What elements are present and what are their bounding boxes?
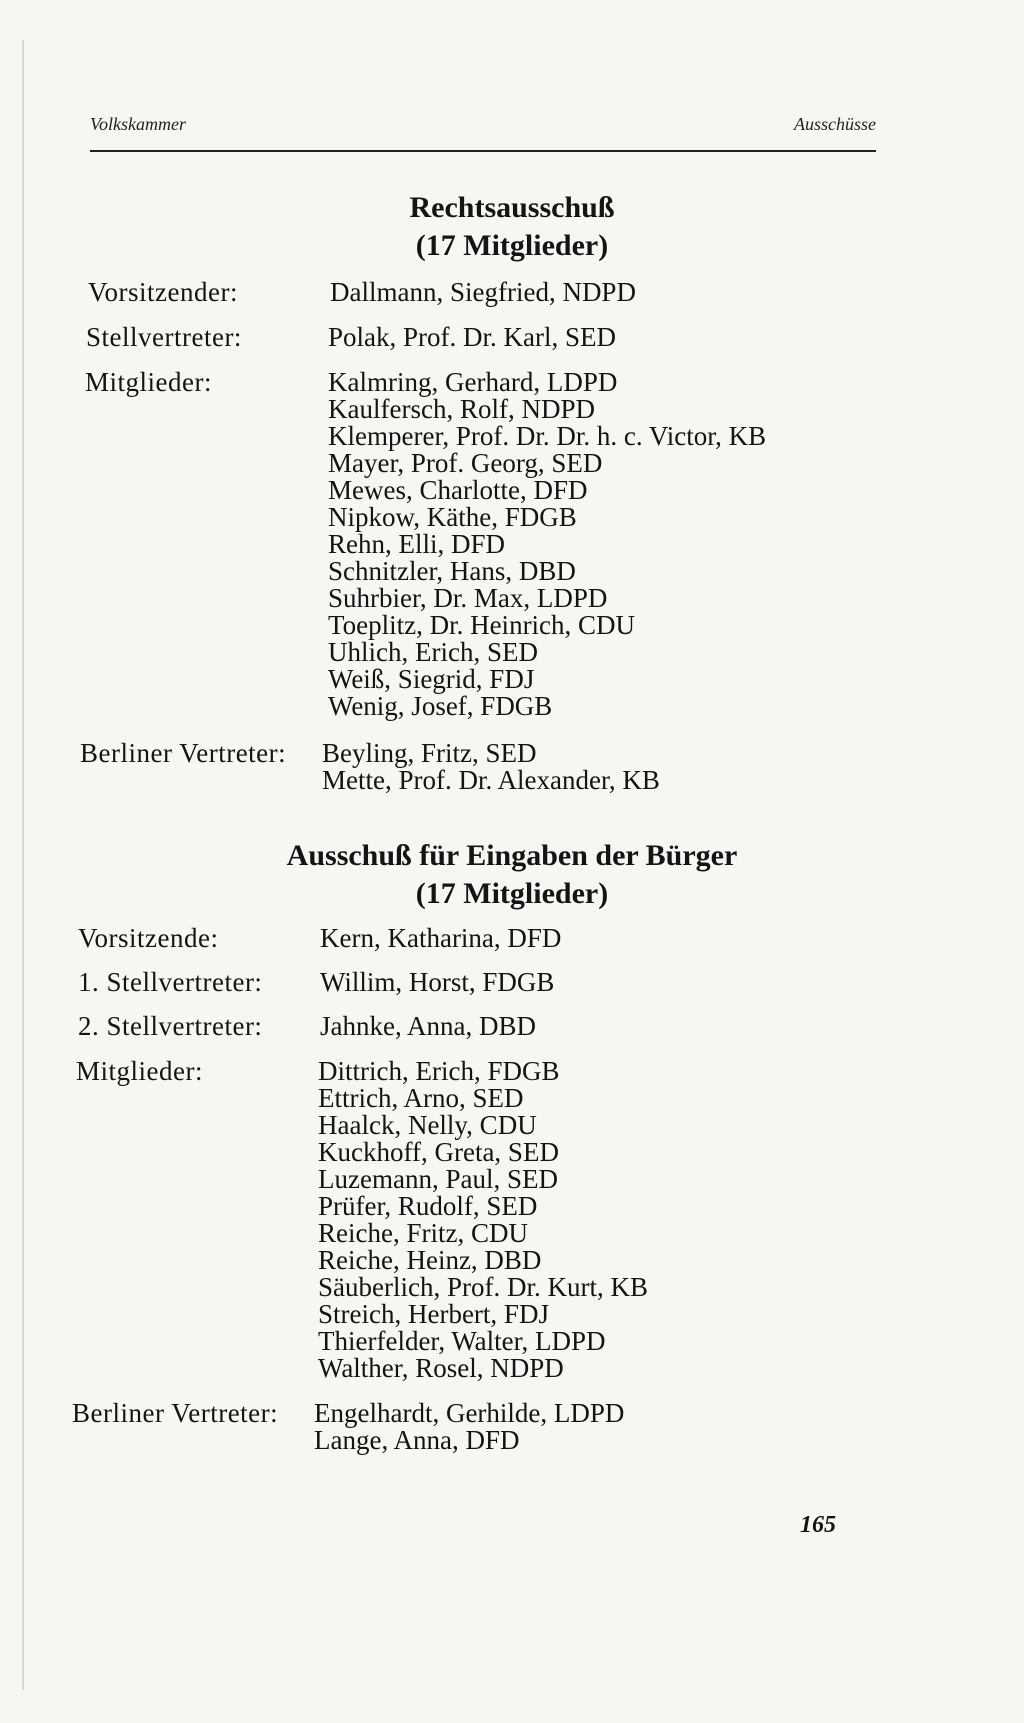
member-entry: Mewes, Charlotte, DFD	[328, 475, 588, 505]
member-entry: Nipkow, Käthe, FDGB	[328, 502, 577, 532]
member-entry: Mayer, Prof. Georg, SED	[328, 448, 603, 478]
member-entry: Klemperer, Prof. Dr. Dr. h. c. Victor, KB	[328, 421, 767, 451]
member-entry: Jahnke, Anna, DBD	[320, 1011, 536, 1041]
member-entry: Dallmann, Siegfried, NDPD	[330, 277, 636, 307]
member-entry: Kuckhoff, Greta, SED	[318, 1137, 559, 1167]
member-list	[328, 324, 616, 351]
member-entry: Dittrich, Erich, FDGB	[318, 1056, 560, 1086]
member-entry: Walther, Rosel, NDPD	[318, 1353, 564, 1383]
member-entry: Lange, Anna, DFD	[314, 1425, 520, 1455]
role-label: Vorsitzende:	[78, 923, 219, 953]
member-list	[318, 1058, 648, 1382]
member-entry: Reiche, Fritz, CDU	[318, 1218, 528, 1248]
section-title-eingaben: Ausschuß für Eingaben der Bürger	[286, 839, 738, 872]
member-entry: Beyling, Fritz, SED	[322, 738, 537, 768]
member-entry: Weiß, Siegrid, FDJ	[328, 664, 535, 694]
section-member-count: (17 Mitglieder)	[415, 229, 609, 262]
role-label: Mitglieder:	[76, 1056, 203, 1086]
member-entry: Toeplitz, Dr. Heinrich, CDU	[328, 610, 636, 640]
member-entry: Kaulfersch, Rolf, NDPD	[328, 394, 595, 424]
section-member-count: (17 Mitglieder)	[415, 877, 609, 910]
member-list	[320, 969, 554, 996]
section-title-rechtsausschuss: Rechtsausschuß	[409, 191, 615, 224]
header-rule	[90, 150, 876, 152]
running-head-left: Volkskammer	[90, 114, 186, 134]
member-entry: Ettrich, Arno, SED	[318, 1083, 524, 1113]
member-entry: Kern, Katharina, DFD	[320, 923, 562, 953]
member-entry: Streich, Herbert, FDJ	[318, 1299, 549, 1329]
member-list	[320, 925, 561, 952]
role-label: Stellvertreter:	[86, 322, 242, 352]
member-entry: Thierfelder, Walter, LDPD	[318, 1326, 606, 1356]
running-head-right: Ausschüsse	[794, 114, 876, 134]
role-label: Vorsitzender:	[88, 277, 238, 307]
role-label: Berliner Vertreter:	[80, 738, 287, 768]
member-entry: Rehn, Elli, DFD	[328, 529, 506, 559]
member-list	[322, 740, 660, 794]
member-entry: Willim, Horst, FDGB	[320, 967, 555, 997]
role-label: Berliner Vertreter:	[72, 1398, 279, 1428]
role-label: 1. Stellvertreter:	[78, 967, 263, 997]
member-entry: Kalmring, Gerhard, LDPD	[328, 367, 618, 397]
role-label: 2. Stellvertreter:	[78, 1011, 263, 1041]
member-list	[314, 1400, 624, 1454]
member-list	[320, 1013, 536, 1040]
member-list	[330, 279, 636, 306]
member-entry: Polak, Prof. Dr. Karl, SED	[328, 322, 616, 352]
member-entry: Säuberlich, Prof. Dr. Kurt, KB	[318, 1272, 648, 1302]
member-entry: Luzemann, Paul, SED	[318, 1164, 558, 1194]
member-entry: Haalck, Nelly, CDU	[318, 1110, 537, 1140]
member-entry: Suhrbier, Dr. Max, LDPD	[328, 583, 608, 613]
member-entry: Mette, Prof. Dr. Alexander, KB	[322, 765, 660, 795]
page-number: 165	[800, 1512, 836, 1538]
member-entry: Schnitzler, Hans, DBD	[328, 556, 576, 586]
member-list	[328, 369, 766, 720]
member-entry: Prüfer, Rudolf, SED	[318, 1191, 538, 1221]
member-entry: Reiche, Heinz, DBD	[318, 1245, 542, 1275]
role-label: Mitglieder:	[85, 367, 212, 397]
member-entry: Wenig, Josef, FDGB	[328, 691, 553, 721]
member-entry: Engelhardt, Gerhilde, LDPD	[314, 1398, 625, 1428]
member-entry: Uhlich, Erich, SED	[328, 637, 538, 667]
